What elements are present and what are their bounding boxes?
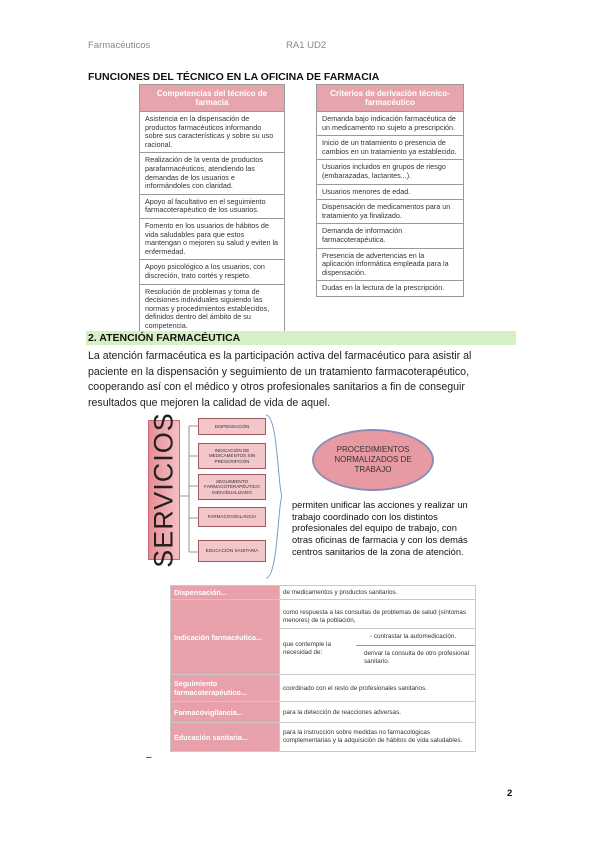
- criterios-item: Usuarios incluidos en grupos de riesgo (embarazadas, lactantes...).: [317, 160, 463, 184]
- row-value: para la detección de reacciones adversas.: [280, 702, 476, 723]
- criterios-table: [316, 84, 464, 297]
- servicio-box-seguimiento: SEGUIMIENTO FARMACOTERAPÉUTICO INDIVIDUALIZADO: [198, 474, 266, 500]
- row-key: Dispensación...: [171, 586, 280, 600]
- competencias-item: Resolución de problemas y toma de decisiones individuales siguiendo las normas y procedimientos establecidos, definidos dentro del ámbito de su competencia.: [145, 286, 270, 330]
- servicio-box-farmacovigilancia: FARMACOVIGILANCIA: [198, 507, 266, 527]
- competencias-table: [139, 84, 285, 334]
- table-row: [171, 702, 476, 723]
- row-value-intro: como respuesta a las consultas de problemas de salud (síntomas menores) de la población,: [280, 606, 475, 629]
- row-key: Farmacovigilancia...: [171, 702, 280, 723]
- table-row: [171, 675, 476, 702]
- competencias-item: Apoyo psicológico a los usuarios, con discreción, trato cortés y respeto.: [140, 260, 284, 284]
- criterios-item: Usuarios menores de edad.: [317, 185, 463, 201]
- criterios-item: Dispensación de medicamentos para un tratamiento ya finalizado.: [317, 200, 463, 224]
- row-key: Educación sanitaria...: [171, 723, 280, 752]
- criterios-item: Inicio de un tratamiento o presencia de cambios en un tratamiento ya establecido.: [317, 136, 463, 160]
- servicios-label: SERVICIOS: [148, 412, 179, 568]
- competencias-header: Competencias del técnico de farmacia: [140, 85, 284, 112]
- section1-title: FUNCIONES DEL TÉCNICO EN LA OFICINA DE FARMACIA: [88, 71, 380, 83]
- competencias-item: Realización de la venta de productos parafarmacéuticos, atendiendo las demandas de los usuarios e informándoles con claridad.: [140, 153, 284, 194]
- criterios-item: Dudas en la lectura de la prescripción.: [322, 283, 445, 293]
- row-sub-item: - contrastar la automedicación.: [356, 629, 475, 646]
- criterios-item: Presencia de advertencias en la aplicación informática empleada para la dispensación.: [317, 249, 463, 282]
- table-row: [171, 586, 476, 600]
- competencias-item: Apoyo al facultativo en el seguimiento farmacoterapéutico de los usuarios.: [140, 195, 284, 219]
- header-center: RA1 UD2: [286, 40, 327, 51]
- servicio-box-dispensacion: DISPENSACIÓN: [198, 418, 266, 435]
- table-row: [171, 723, 476, 752]
- competencias-item: Asistencia en la dispensación de productos farmacéuticos informando sobre sus características y sobre su uso racional.: [140, 112, 284, 153]
- table-row: [171, 600, 476, 675]
- servicios-diagram: [146, 410, 468, 582]
- criterios-item: Demanda de información farmacoterapéutica.: [317, 224, 463, 248]
- row-key: Indicación farmacéutica...: [171, 600, 280, 675]
- row-key: Seguimiento farmacoterapéutico...: [171, 675, 280, 702]
- servicio-box-educacion: EDUCACIÓN SANITARIA: [198, 540, 266, 562]
- header-left: Farmacéuticos: [88, 40, 151, 51]
- pnt-oval-text: PROCEDIMIENTOS NORMALIZADOS DE TRABAJO: [334, 445, 412, 474]
- row-value: coordinado con el resto de profesionales sanitarios.: [280, 675, 476, 702]
- competencias-item: Fomento en los usuarios de hábitos de vida saludables para que estos mantengan o mejoren su salud y eviten la enfermedad.: [140, 219, 284, 260]
- row-value: de medicamentos y productos sanitarios.: [280, 586, 476, 600]
- row-value: para la instrucción sobre medidas no farmacológicas complementarias y la adquisición de hábitos de vida saludables.: [280, 723, 476, 752]
- criterios-header: Criterios de derivación técnico-farmacéutico: [317, 85, 463, 112]
- row-sub-item: derivar la consulta de otro profesional sanitario.: [364, 649, 470, 665]
- servicio-box-indicacion: INDICACIÓN DE MEDICAMENTOS SIN PRESCRIPCIÓN: [198, 443, 266, 469]
- page-number: 2: [507, 788, 513, 799]
- criterios-item: Demanda bajo indicación farmacéutica de un medicamento no sujeto a prescripción.: [317, 112, 463, 136]
- functions-table: [170, 585, 476, 752]
- row-value-complex: [280, 600, 476, 675]
- section2-title: 2. ATENCIÓN FARMACÉUTICA: [86, 331, 516, 345]
- pnt-description: permiten unificar las acciones y realizar un trabajo coordinado con los distintos profesionales del equipo de trabajo, con otras oficinas de farmacia y con los demás centros sanitarios de la zona de atención.: [292, 500, 468, 557]
- row-sub-label: que contemple la necesidad de:: [283, 640, 331, 656]
- stray-dash: –: [146, 752, 152, 763]
- pnt-oval: [312, 429, 434, 491]
- atencion-paragraph: La atención farmacéutica es la participación activa del farmacéutico para asistir al paciente en la dispensación y seguimiento de un tratamiento farmacoterapéutico, cooperando así con el médico y otros profesionales sanitarios a fin de conseguir resultados que mejoren la calidad de vida de aquel.: [88, 350, 472, 409]
